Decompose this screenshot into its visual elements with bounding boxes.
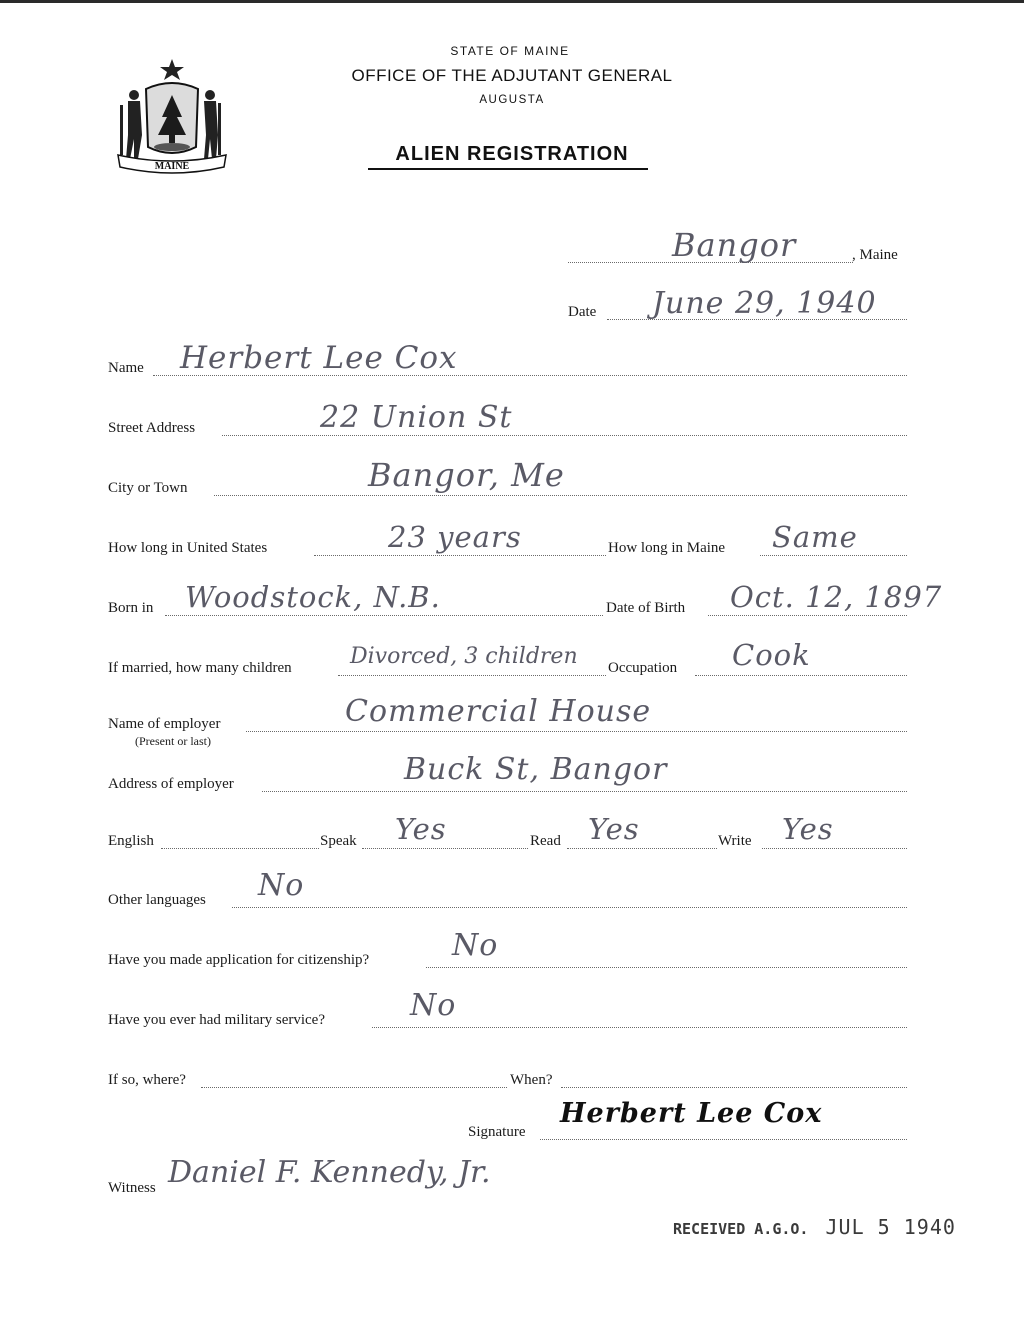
label-date: Date (568, 304, 597, 320)
label-other-languages: Other languages (108, 892, 206, 908)
value-born-in: Woodstock, N.B. (185, 580, 441, 614)
label-how-long-us: How long in United States (108, 540, 268, 556)
label-street-address: Street Address (108, 420, 196, 436)
citizenship-dots (426, 967, 907, 968)
how-long-us-dots (314, 555, 606, 556)
english-dots (161, 848, 319, 849)
label-military: Have you ever had military service? (108, 1012, 325, 1028)
write-dots (762, 848, 907, 849)
label-english: English (108, 833, 154, 849)
label-maine: , Maine (852, 247, 898, 263)
if-so-where-dots (201, 1087, 507, 1088)
header-city: AUGUSTA (479, 94, 545, 106)
military-dots (372, 1027, 907, 1028)
value-date: June 29, 1940 (652, 286, 877, 321)
label-married-children: If married, how many children (108, 660, 292, 676)
married-children-dots (338, 675, 606, 676)
value-street-address: 22 Union St (320, 400, 513, 435)
city-or-town-dots (214, 495, 907, 496)
born-in-dots (165, 615, 603, 616)
label-when: When? (510, 1072, 553, 1088)
value-how-long-us: 23 years (388, 520, 522, 554)
value-signature: Herbert Lee Cox (560, 1098, 823, 1129)
value-married-children: Divorced, 3 children (350, 644, 578, 669)
read-dots (567, 848, 717, 849)
label-write: Write (718, 833, 752, 849)
name-of-employer-dots (246, 731, 907, 732)
top-border (0, 0, 1024, 3)
value-how-long-maine: Same (772, 520, 858, 554)
title-underline (368, 168, 648, 170)
label-present-or-last: (Present or last) (135, 734, 211, 748)
seal-banner-text: MAINE (154, 161, 190, 172)
label-address-of-employer: Address of employer (108, 776, 234, 792)
received-stamp (673, 1215, 956, 1239)
label-name: Name (108, 360, 144, 376)
header-office: OFFICE OF THE ADJUTANT GENERAL (351, 66, 673, 85)
label-citizenship: Have you made application for citizenship? (108, 952, 370, 968)
value-city-or-town: Bangor, Me (368, 456, 565, 494)
label-occupation: Occupation (608, 660, 678, 676)
value-read: Yes (588, 812, 640, 846)
stamp-received-label: RECEIVED A.G.O. (673, 1220, 809, 1238)
other-languages-dots (232, 907, 907, 908)
when-dots (561, 1087, 907, 1088)
value-address-of-employer: Buck St, Bangor (404, 752, 668, 787)
label-signature: Signature (468, 1124, 526, 1140)
label-speak: Speak (320, 833, 357, 849)
stamp-date: JUL 5 1940 (825, 1215, 956, 1239)
label-if-so-where: If so, where? (108, 1072, 186, 1088)
street-address-dots (222, 435, 907, 436)
value-witness: Daniel F. Kennedy, Jr. (168, 1155, 491, 1190)
value-occupation: Cook (732, 638, 811, 672)
value-speak: Yes (395, 812, 447, 846)
label-date-of-birth: Date of Birth (606, 600, 686, 616)
date-of-birth-dots (708, 615, 907, 616)
header-state: STATE OF MAINE (450, 44, 570, 58)
value-military: No (410, 988, 457, 1023)
label-name-of-employer: Name of employer (108, 716, 221, 732)
form-title: ALIEN REGISTRATION (395, 143, 629, 165)
signature-dots (540, 1139, 907, 1140)
value-date-of-birth: Oct. 12, 1897 (730, 580, 943, 614)
value-name: Herbert Lee Cox (180, 340, 458, 376)
label-city-or-town: City or Town (108, 480, 188, 496)
value-citizenship: No (452, 928, 499, 963)
address-of-employer-dots (262, 791, 907, 792)
label-how-long-maine: How long in Maine (608, 540, 726, 556)
value-other-languages: No (258, 868, 305, 903)
occupation-dots (695, 675, 907, 676)
label-read: Read (530, 833, 561, 849)
label-born-in: Born in (108, 600, 154, 616)
how-long-maine-dots (760, 555, 907, 556)
value-place: Bangor (672, 226, 797, 264)
label-witness: Witness (108, 1180, 156, 1196)
value-write: Yes (782, 812, 834, 846)
value-name-of-employer: Commercial House (345, 694, 652, 729)
speak-dots (362, 848, 528, 849)
